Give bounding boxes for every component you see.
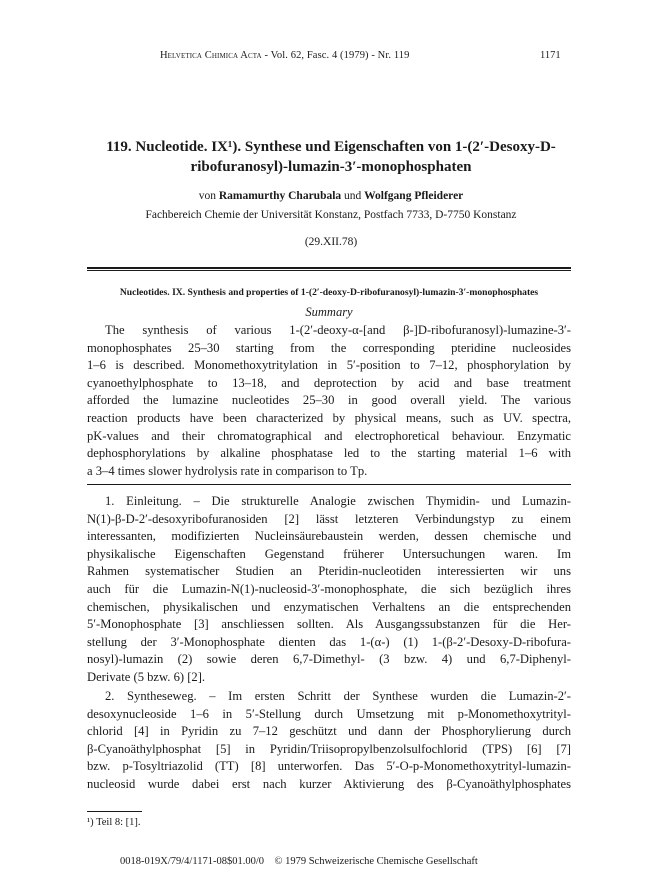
title-line-1: 119. Nucleotide. IX¹). Synthese und Eigenschaften von 1-(2′-Desoxy-D- xyxy=(106,139,556,155)
footnote-rule xyxy=(87,811,142,812)
body-line: interessanten, modifizierten Nucleinsäurebaustein werden, dessen chemische und xyxy=(87,529,571,544)
summary-line: pK-values and their chromatographical and electrophoretical behaviour. Enzymatic xyxy=(87,428,571,443)
summary-line: dephosphorylations by alkaline phosphatase led to the starting material 1–6 with xyxy=(87,446,571,461)
english-title: Nucleotides. IX. Synthesis and properties of 1-(2′-deoxy-D-ribofuranosyl)-lumazin-3′-monophosphates xyxy=(119,287,539,298)
received-date: (29.XII.78) xyxy=(304,236,358,248)
body-line: Derivate (5 bzw. 6) [2]. xyxy=(87,669,206,684)
body-line: physikalische Eigenschaften Gegenstand früherer Untersuchungen waren. Im xyxy=(87,546,571,561)
journal-name: Helvetica Chimica Acta xyxy=(160,50,262,61)
author-line xyxy=(96,190,566,202)
page-number: 1171 xyxy=(540,50,561,61)
body-line: bzw. p-Tosyltriazolid (TT) [8] unterworfen. Das 5′-O-p-Monomethoxytrityl-lumazin- xyxy=(87,759,571,774)
abstract-bottom-rule xyxy=(87,484,571,485)
footnote: ¹) Teil 8: [1]. xyxy=(87,817,141,828)
summary-line: afforded the lumazine nucleotides 25–30 in good overall yield. The various xyxy=(87,393,571,408)
abstract-top-rule-thin xyxy=(87,270,571,271)
author-2: Wolfgang Pfleiderer xyxy=(364,190,464,202)
affiliation: Fachbereich Chemie der Universität Konstanz, Postfach 7733, D-7750 Konstanz xyxy=(145,209,517,221)
article-title xyxy=(96,137,566,177)
body-line: auch für die Lumazin-N(1)-nucleosid-3′-monophosphate, die sich bezüglich ihres xyxy=(87,581,571,596)
body-line: β-Cyanoäthylphosphat [5] in Pyridin/Triisopropylbenzolsulfochlorid (TPS) [6] [7] xyxy=(87,741,571,756)
author-1: Ramamurthy Charubala xyxy=(218,190,342,202)
running-head xyxy=(160,50,410,61)
body-line: desoxynucleoside 1–6 in 5′-Stellung durch Umsetzung mit p-Monomethoxytrityl- xyxy=(87,706,571,721)
summary-line: a 3–4 times slower hydrolysis rate in comparison to Tp. xyxy=(87,463,368,478)
copyright-line xyxy=(120,856,540,867)
body-line: stellung der 3′-Monophosphate dienten das 1-(α-) (1) 1-(β-2′-Desoxy-D-ribofura- xyxy=(87,634,571,649)
abstract-top-rule xyxy=(87,267,571,269)
summary-line: 1–6 is described. Monomethoxytritylation in 5′-position to 7–12, phosphorylation by xyxy=(87,358,571,373)
body-line: chemischen, physikalischen und enzymatischen Verhaltens an die entsprechenden xyxy=(87,599,571,614)
body-line: 5′-Monophosphate [3] anschliessen sollten. Als Ausgangssubstanzen für die Her- xyxy=(87,617,571,632)
summary-line: monophosphates 25–30 starting from the corresponding pteridine nucleosides xyxy=(87,340,571,355)
body-line: chlorid [4] in Pyridin zu 7–12 geschützt und dann der Phosphorylierung durch xyxy=(87,724,571,739)
summary-line: The synthesis of various 1-(2′-deoxy-α-[and β-]D-ribofuranosyl)-lumazine-3′- xyxy=(105,323,571,337)
body-line: nucleosid wurde dabei erst nach kurzer Aktivierung des β-Cyanoäthylphosphates xyxy=(87,776,571,791)
copyright-notice: © 1979 Schweizerische Chemische Gesellschaft xyxy=(274,856,478,867)
authors-prefix: von xyxy=(198,190,219,202)
summary-line: cyanoethylphosphate to 13–18, and deprotection by acid and base treatment xyxy=(87,375,571,390)
summary-line: reaction products have been characterized by physical means, such as UV. spectra, xyxy=(87,410,571,425)
volume-info: - Vol. 62, Fasc. 4 (1979) - Nr. 119 xyxy=(261,50,410,61)
section-syntheseweg xyxy=(87,688,571,794)
summary-heading: Summary xyxy=(305,305,353,319)
body-line: nosyl)-lumazin (2) sowie deren 6,7-Dimethyl- (3 bzw. 4) und 6,7-Diphenyl- xyxy=(87,652,571,667)
body-line: Rahmen systematischer Studien an Pteridin-nucleotiden interessierten wir uns xyxy=(87,564,571,579)
body-line: 1. Einleitung. – Die strukturelle Analogie zwischen Thymidin- und Lumazin- xyxy=(105,494,571,508)
section-einleitung xyxy=(87,493,571,687)
title-line-2: ribofuranosyl)-lumazin-3′-monophosphaten xyxy=(190,159,472,175)
article-code: 0018-019X/79/4/1171-08$01.00/0 xyxy=(120,856,264,867)
body-line: N(1)-β-D-2′-desoxyribofuranosiden [2] lässt letzteren Verbindungstyp zu einem xyxy=(87,511,571,526)
summary-text xyxy=(87,322,571,480)
authors-and: und xyxy=(341,190,365,202)
body-line: 2. Syntheseweg. – Im ersten Schritt der Synthese wurden die Lumazin-2′- xyxy=(105,689,571,703)
